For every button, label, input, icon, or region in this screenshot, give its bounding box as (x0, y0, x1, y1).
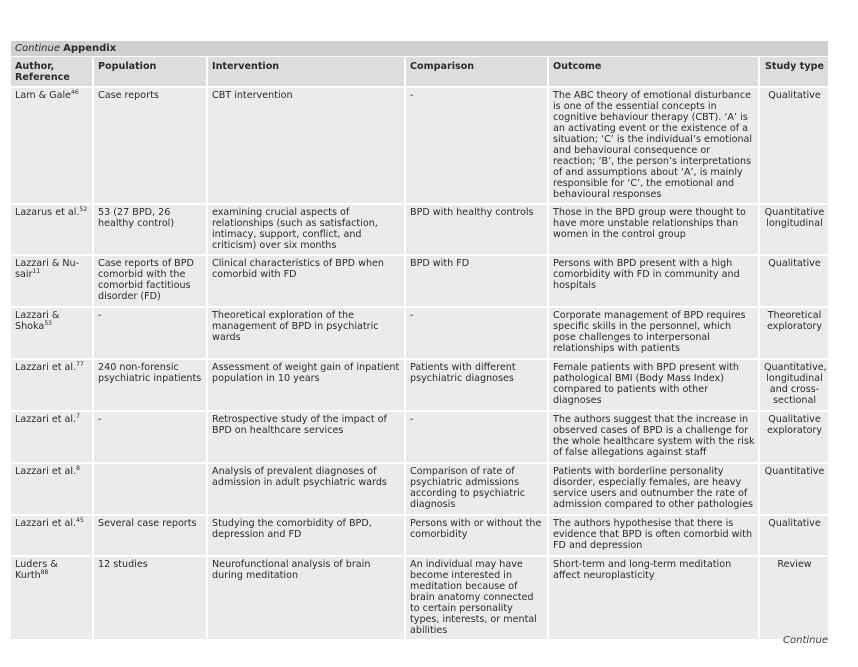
header-outcome: Outcome (548, 57, 759, 87)
cell-author (11, 359, 93, 411)
cell-comparison: BPD with FD (405, 255, 548, 307)
cell-author (11, 307, 93, 359)
cell-population: 53 (27 BPD, 26 healthy control) (93, 204, 207, 255)
author-name: Lazzari et al. (15, 518, 77, 529)
cell-study-type: Quantitative (759, 463, 828, 515)
cell-author (11, 515, 93, 556)
cell-population (93, 463, 207, 515)
header-intervention: Intervention (207, 57, 405, 87)
cell-author (11, 87, 93, 204)
cell-intervention: Assessment of weight gain of inpatient population in 10 years (207, 359, 405, 411)
cell-comparison: Persons with or without the comorbidity (405, 515, 548, 556)
header-comparison: Comparison (405, 57, 548, 87)
table-caption (11, 41, 828, 57)
reference-number: 88 (40, 568, 49, 576)
cell-study-type: Review (759, 556, 828, 640)
reference-number: 11 (32, 267, 41, 275)
cell-outcome: Those in the BPD group were thought to have more unstable relationships than women in the control group (548, 204, 759, 255)
cell-outcome: Short-term and long-term meditation affect neuroplasticity (548, 556, 759, 640)
cell-intervention: Neurofunctional analysis of brain during meditation (207, 556, 405, 640)
author-name: Lam & Gale (15, 90, 72, 101)
cell-comparison: Comparison of rate of psychiatric admissions according to psychiatric diagnosis (405, 463, 548, 515)
table-row (11, 411, 828, 463)
cell-author (11, 463, 93, 515)
cell-outcome: The authors hypothesise that there is evidence that BPD is often comorbid with FD and depression (548, 515, 759, 556)
header-study-type: Study type (759, 57, 828, 87)
cell-outcome: Patients with borderline personality disorder, especially females, are heavy service users and outnumber the rate of admission compared to other pathologies (548, 463, 759, 515)
cell-author (11, 556, 93, 640)
cell-comparison: BPD with healthy controls (405, 204, 548, 255)
cell-outcome: The ABC theory of emotional disturbance is one of the essential concepts in cognitive behaviour therapy (CBT). ‘A’ is an activating event or the existence of a situation; ‘C’ is the individual’s emotional and behavioural consequence or reaction; ‘B’, the person’s interpretations of and assumptions about ‘A’, is mainly responsible for ‘C’, the emotional and behavioural responses (548, 87, 759, 204)
cell-population: Case reports of BPD comorbid with the comorbid factitious disorder (FD) (93, 255, 207, 307)
cell-population: Several case reports (93, 515, 207, 556)
cell-study-type: Quantitative, longitudinal and cross-sectional (759, 359, 828, 411)
cell-outcome: Persons with BPD present with a high comorbidity with FD in community and hospitals (548, 255, 759, 307)
table-body (11, 87, 828, 640)
author-name: Lazzari & Shoka (15, 310, 60, 332)
table-row (11, 204, 828, 255)
reference-number: 53 (44, 319, 52, 327)
cell-intervention: examining crucial aspects of relationships (such as satisfaction, intimacy, support, conflict, and criticism) over six months (207, 204, 405, 255)
header-author: Author, Reference (11, 57, 93, 87)
caption-prefix: Continue (15, 43, 60, 54)
table-row (11, 87, 828, 204)
author-name: Lazzari & Nu-sair (15, 258, 80, 280)
cell-intervention: Retrospective study of the impact of BPD on healthcare services (207, 411, 405, 463)
table-row (11, 255, 828, 307)
cell-study-type: Qualitative (759, 255, 828, 307)
header-population: Population (93, 57, 207, 87)
appendix-table-container (11, 41, 828, 641)
continue-footer: Continue (783, 635, 828, 646)
table-row (11, 463, 828, 515)
reference-number: 77 (76, 360, 84, 368)
cell-comparison: - (405, 307, 548, 359)
cell-author (11, 255, 93, 307)
cell-study-type: Theoretical exploratory (759, 307, 828, 359)
author-name: Lazzari et al. (15, 414, 77, 425)
reference-number: 45 (76, 516, 84, 524)
cell-intervention: CBT intervention (207, 87, 405, 204)
reference-number: 52 (79, 205, 88, 213)
cell-outcome: Female patients with BPD present with pathological BMI (Body Mass Index) compared to patients with other diagnoses (548, 359, 759, 411)
author-name: Lazarus et al. (15, 207, 80, 218)
table-row (11, 556, 828, 640)
author-name: Luders & Kurth (15, 559, 58, 581)
cell-population: - (93, 307, 207, 359)
reference-number: 8 (76, 464, 80, 472)
cell-population: Case reports (93, 87, 207, 204)
cell-author (11, 411, 93, 463)
cell-comparison: - (405, 87, 548, 204)
cell-study-type: Qualitative (759, 515, 828, 556)
cell-intervention: Clinical characteristics of BPD when comorbid with FD (207, 255, 405, 307)
cell-intervention: Studying the comorbidity of BPD, depression and FD (207, 515, 405, 556)
table-row (11, 307, 828, 359)
cell-intervention: Analysis of prevalent diagnoses of admission in adult psychiatric wards (207, 463, 405, 515)
reference-number: 46 (71, 88, 79, 96)
table-row (11, 359, 828, 411)
cell-intervention: Theoretical exploration of the management of BPD in psychiatric wards (207, 307, 405, 359)
cell-author (11, 204, 93, 255)
cell-study-type: Quantitative longitudinal (759, 204, 828, 255)
author-name: Lazzari et al. (15, 362, 77, 373)
cell-outcome: Corporate management of BPD requires specific skills in the personnel, which pose challenges to interpersonal relationships with patients (548, 307, 759, 359)
author-name: Lazzari et al. (15, 466, 77, 477)
cell-study-type: Qualitative (759, 87, 828, 204)
cell-population: - (93, 411, 207, 463)
appendix-table (11, 57, 828, 641)
caption-title: Appendix (63, 43, 117, 54)
table-row (11, 515, 828, 556)
reference-number: 7 (76, 412, 80, 420)
table-header-row (11, 57, 828, 87)
cell-comparison: Patients with different psychiatric diagnoses (405, 359, 548, 411)
cell-outcome: The authors suggest that the increase in observed cases of BPD is a challenge for the whole healthcare system with the risk of false allegations against staff (548, 411, 759, 463)
cell-comparison: - (405, 411, 548, 463)
cell-population: 12 studies (93, 556, 207, 640)
cell-comparison: An individual may have become interested in meditation because of brain anatomy connected to certain personality types, interests, or mental abilities (405, 556, 548, 640)
cell-study-type: Qualitative exploratory (759, 411, 828, 463)
cell-population: 240 non-forensic psychiatric inpatients (93, 359, 207, 411)
